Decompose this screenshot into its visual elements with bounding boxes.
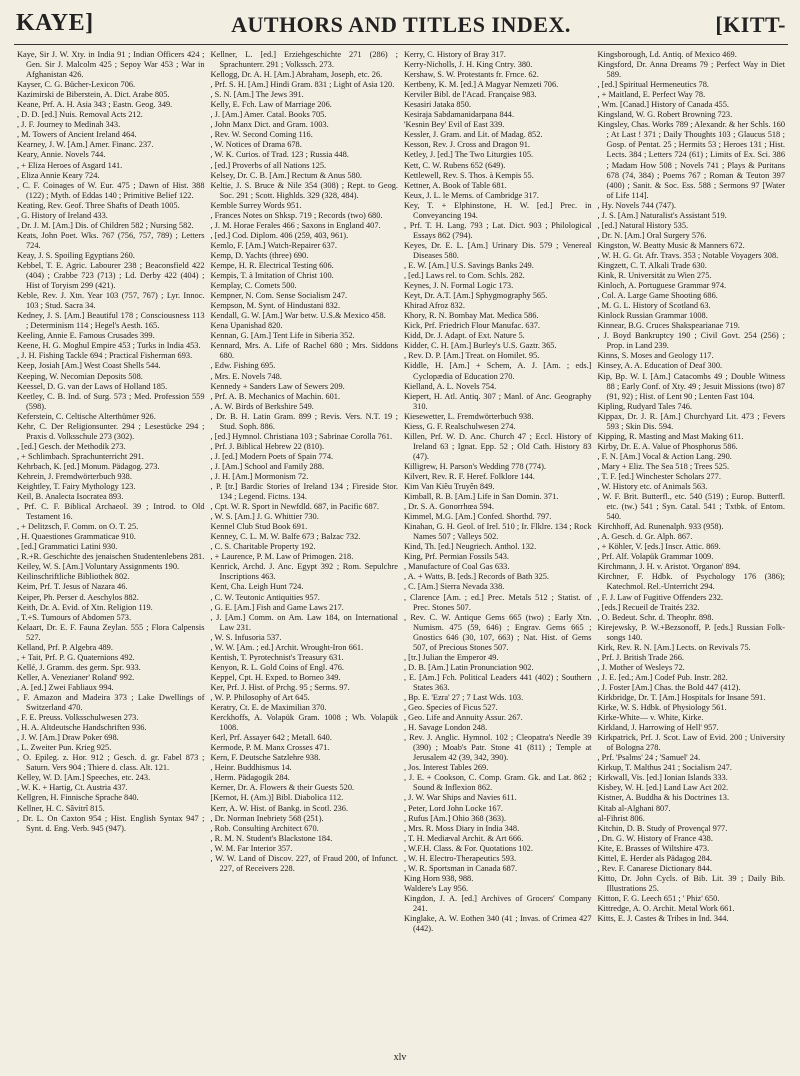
index-entry: Keyes, Dr. E. L. [Am.] Urinary Dis. 579 ; Venereal Diseases 580. — [404, 240, 592, 260]
index-entry: , F. J. Law of Fugitive Offenders 232. — [597, 592, 723, 602]
index-entry: , C. F. Coinages of W. Eur. 475 ; Dawn of Hist. 388 (122) ; Myth. of Eddas 140 ; Primitive Belief 122. — [17, 180, 205, 200]
header-rule — [14, 44, 788, 45]
index-entry: , Bp. E. 'Ezra' 27 ; 7 Last Wds. 103. — [404, 693, 524, 702]
index-entry: Kerviler Bibl. de l'Acad. Française 983. — [404, 90, 537, 100]
index-entry: , O. Epileg. z. Hor. 912 ; Gesch. d. gr. Fabel 873 ; Saturn. Vers 904 ; Thiere d. class. Alt. 121. — [17, 753, 205, 773]
index-column-2 — [208, 50, 402, 1050]
index-entry: Kempson, M. Synt. of Hindustani 832. — [210, 301, 341, 311]
index-entry: Kittredge, A. O. Archit. Metal Work 661. — [597, 903, 735, 913]
index-entry: , Rufus [Am.] Ohio 368 (363). — [404, 813, 506, 823]
index-entry: al-Fihrist 806. — [597, 813, 645, 823]
index-entry: Kinns, S. Moses and Geology 117. — [597, 351, 714, 361]
index-entry: , P. [tr.] Bardic Stories of Ireland 134 ; Fireside Stor. 134 ; Legend. Fictns. 134. — [210, 482, 398, 502]
index-entry: , S. N. [Am.] The Jews 391. — [210, 90, 304, 100]
index-entry: Kingsford, Dr. Anna Dreams 79 ; Perfect Way in Diet 589. — [597, 60, 785, 80]
index-entry: Kermode, P. M. Manx Crosses 471. — [210, 743, 330, 753]
index-entry: Killen, Prf. W. D. Anc. Church 47 ; Eccl. History of Ireland 63 ; Ignat. Epp. 52 ; Old Cath. History 83 (47). — [404, 431, 592, 461]
index-entry: Kingsland, W. G. Robert Browning 723. — [597, 110, 733, 120]
index-entry: Kinsey, A. A. Education of Deaf 300. — [597, 361, 723, 371]
index-entry: , Prf. S. H. [Am.] Hindi Gram. 831 ; Light of Asia 120. — [210, 80, 395, 90]
index-entry: Ker, Prf. J. Hist. of Prchg. 95 ; Serms. 97. — [210, 682, 350, 692]
index-entry: , W. R. Sportsman in Canada 687. — [404, 863, 518, 873]
index-entry: Kingsborough, Ld. Antiq. of Mexico 469. — [597, 50, 737, 59]
index-entry: , J. H. [Am.] Mormonism 72. — [210, 471, 309, 481]
index-entry: Kink, R. Universität zu Wien 275. — [597, 271, 712, 281]
index-entry: , + Laurence, P. M. Law of Primogen. 218. — [210, 552, 354, 562]
index-entry: , J. W. War Ships and Navies 611. — [404, 793, 517, 803]
index-entry: , Dn. G. W. History of France 438. — [597, 833, 713, 843]
index-entry: Kinahan, G. H. Geol. of Irel. 510 ; Ir. Flklre. 134 ; Rock Names 507 ; Valleys 502. — [404, 522, 592, 542]
index-entry: Keferstein, C. Celtische Alterthümer 926. — [17, 411, 156, 421]
index-entry: , W. K. Curios. of Trad. 123 ; Russia 448. — [210, 150, 349, 160]
index-entry: , A. [ed.] Zwei Fabliaux 994. — [17, 682, 114, 692]
index-entry: Kiess, G. F. Realschulwesen 274. — [404, 421, 516, 431]
index-entry: Keating, Rev. Geof. Three Shafts of Death 1005. — [17, 200, 180, 210]
index-entry: Kinglake, A. W. Eothen 340 (41 ; Invas. of Crimea 427 (442). — [404, 914, 592, 934]
index-entry: Kertbeny, K. M. [ed.] A Magyar Nemzeti 706. — [404, 80, 559, 90]
index-entry: Keith, Dr. A. Evid. of Xtn. Religion 119. — [17, 602, 153, 612]
index-entry: Kennard, Mrs. A. Life of Rachel 680 ; Mrs. Siddons 680. — [210, 341, 398, 361]
index-entry: , Rob. Consulting Architect 670. — [210, 823, 319, 833]
index-entry: Kim Van Kiêu Truyên 849. — [404, 482, 495, 492]
index-entry: , + Tait, Prf. P. G. Quaternions 492. — [17, 652, 135, 662]
index-entry: , Rev. J. Anglic. Hymnol. 102 ; Cleopatra's Needle 39 (390) ; Moab's Patr. Stone 41 (811) ; Temple at Jerusalem 42 (39, 342, 390). — [404, 733, 592, 763]
index-entry: Kelland, Prf. P. Algebra 489. — [17, 642, 113, 652]
index-entry: Kiddle, H. [Am.] + Schem, A. J. [Am. ; eds.] Cyclopædia of Education 270. — [404, 361, 592, 381]
index-entry: , J. F. Journey to Medinah 343. — [17, 120, 121, 130]
index-entry: Kirke-White— v. White, Kirke. — [597, 713, 704, 723]
index-entry: Kistner, A. Buddha & his Doctrines 13. — [597, 793, 730, 803]
index-entry: , H. Savage London 248. — [404, 723, 488, 733]
index-entry: , Dr. B. H. Latin Gram. 899 ; Revis. Vers. N.T. 19 ; Stud. Soph. 886. — [210, 411, 398, 431]
index-entry: Keim, Prf. T. Jesus of Nazara 46. — [17, 582, 128, 592]
index-entry: Kitton, F. G. Leech 651 ; ' Phiz' 650. — [597, 893, 720, 903]
index-entry: , W. M. Far Interior 357. — [210, 843, 293, 853]
index-entry: Kelly, E. Fch. Law of Marriage 206. — [210, 100, 332, 110]
index-entry: Kenrick, Archd. J. Anc. Egypt 392 ; Rom. Sepulchre Inscriptions 463. — [210, 562, 398, 582]
index-entry: Kip, Bp. W. I. [Am.] Catacombs 49 ; Double Witness 88 ; Early Conf. of Xty. 49 ; Jesuit Missions (two) 87 (91, 92) ; Hist. of Lent 90 ; Lenten Fast 104. — [597, 371, 785, 401]
index-entry: Kellner, H. C. Sâvitrî 815. — [17, 803, 105, 813]
index-entry: Keble, Rev. J. Xtn. Year 103 (757, 767) ; Lyr. Innoc. 103 ; Stud. Sacra 34. — [17, 291, 205, 311]
index-entry: , [eds.] Recueil de Traités 232. — [597, 602, 700, 612]
index-entry: Kerry-Nicholls, J. H. King Cntry. 380. — [404, 60, 533, 70]
index-entry: Kite, E. Brasses of Wiltshire 473. — [597, 843, 710, 853]
index-entry: , M. Towers of Ancient Ireland 464. — [17, 130, 137, 140]
index-entry: Kirkup, T. Malthus 241 ; Socialism 247. — [597, 763, 732, 773]
index-entry: Keessel, D. G. van der Laws of Holland 185. — [17, 381, 168, 391]
index-entry: Keary, Annie. Novels 744. — [17, 150, 106, 160]
index-entry: , [tr.] Julian the Emperor 49. — [404, 652, 499, 662]
index-entry: , W. H. G. Gt. Afr. Travs. 353 ; Notable Voyagers 308. — [597, 250, 779, 260]
index-entry: , Heinr. Buddhismus 14. — [210, 763, 292, 773]
running-header — [14, 8, 788, 40]
index-entry: , Mrs. R. Moss Diary in India 348. — [404, 823, 520, 833]
index-entry: Kelley, W. D. [Am.] Speeches, etc. 243. — [17, 773, 151, 783]
index-entry: Kiepert, H. Atl. Antiq. 307 ; Manl. of Anc. Geography 310. — [404, 391, 592, 411]
index-entry: , Rev. D. P. [Am.] Treat. on Homilet. 95. — [404, 351, 540, 361]
index-entry: Keiper, Ph. Perser d. Aeschylos 882. — [17, 592, 139, 602]
index-entry: Kind, Th. [ed.] Neugriech. Anthol. 132. — [404, 542, 537, 552]
index-entry: Kingsley, Chas. Works 789 ; Alexandr. & her Schls. 160 ; At Last ! 371 ; Daily Thoughts 103 ; Glaucus 518 ; Gosp. of Pentat. 25 ; Hermits 53 ; Heroes 131 ; Hist. Lects. 384 ; Letters 724 (61) ; Limits of Ex. Sci. 386 ; Madam How 508 ; Novels 741 ; Plays & Puritans 678 (74, 384) ; Poems 767 ; Roman & Teuton 397 (400) ; Sanit. & Soc. Ess. 588 ; Sermons 97 [Water of Life 114]. — [597, 120, 786, 200]
index-entry: , D. D. [ed.] Nuis. Removal Acts 212. — [17, 110, 143, 120]
index-entry: , Col. A. Large Game Shooting 686. — [597, 291, 718, 301]
index-entry: Kehrbach, K. [ed.] Monum. Pädagog. 273. — [17, 461, 160, 471]
index-entry: Kirchhoff, Ad. Runenalph. 933 (958). — [597, 522, 724, 532]
index-entry: , + Eliza Heroes of Asgard 141. — [17, 160, 123, 170]
index-entry: Kirby, Dr. E. A. Value of Phosphorus 586. — [597, 441, 738, 451]
index-entry: Kingdon, J. A. [ed.] Archives of Grocers' Company 241. — [404, 893, 592, 913]
index-entry: Kennel Club Stud Book 691. — [210, 522, 308, 532]
index-entry: Keeping, W. Necomian Deposits 508. — [17, 371, 143, 381]
index-entry: Kitab al-Alghani 807. — [597, 803, 671, 813]
index-entry: Kidder, C. H. [Am.] Burley's U.S. Gaztr. 365. — [404, 341, 557, 351]
index-entry: , J. [Am.] School and Family 288. — [210, 461, 325, 471]
index-entry: Kern, F. Deutsche Satzlehre 938. — [210, 753, 321, 763]
index-entry: , + Maitland, E. Perfect Way 78. — [597, 90, 706, 100]
index-entry: , [ed.] Laws rel. to Com. Schls. 282. — [404, 271, 525, 281]
index-entry: , [ed.] Spiritual Hermeneutics 78. — [597, 80, 709, 90]
index-entry: , J. W. [Am.] Draw Poker 698. — [17, 733, 119, 743]
index-entry: Kempe, H. R. Electrical Testing 606. — [210, 260, 334, 270]
index-entry: , W. History etc. of Animals 563. — [597, 482, 708, 492]
index-entry: , W. W. [Am. ; ed.] Archit. Wrought-Iron 661. — [210, 642, 364, 652]
index-entry: Waldere's Lay 956. — [404, 883, 469, 893]
index-entry: Kingston, W. Beatty Music & Manners 672. — [597, 240, 745, 250]
index-entry: , Rev. F. Canarese Dictionary 844. — [597, 863, 712, 873]
index-column-1 — [14, 50, 208, 1050]
index-entry: Keyt, Dr. A.T. [Am.] Sphygmography 565. — [404, 291, 548, 301]
index-entry: , G. E. [Am.] Fish and Game Laws 217. — [210, 602, 344, 612]
index-entry: , W.F.H. Class. & For. Quotations 102. — [404, 843, 533, 853]
index-entry: Kiesewetter, L. Fremdwörterbuch 938. — [404, 411, 534, 421]
index-entry: Kettlewell, Rev. S. Thos. à Kempis 55. — [404, 170, 534, 180]
index-entry: 'Kesnin Bey' Evil of East 339. — [404, 120, 505, 130]
index-entry: , Prf. 'Psalms' 24 ; 'Samuel' 24. — [597, 753, 701, 763]
index-entry: , W. S. Infusoria 537. — [210, 632, 282, 642]
index-entry: Kehrein, J. Fremdwörterbuch 938. — [17, 471, 132, 481]
index-entry: Kick, Prf. Friedrich Flour Manufac. 637. — [404, 321, 541, 331]
index-entry: Kitts, E. J. Castes & Tribes in Ind. 344. — [597, 914, 729, 924]
index-entry: Kaye, Sir J. W. Xty. in India 91 ; Indian Officers 424 ; Gen. Sir J. Malcolm 425 ; Sepoy War 453 ; War in Afghanistan 426. — [17, 50, 205, 80]
index-entry: , M. G. L. History of Scotland 63. — [597, 301, 711, 311]
index-entry: Kippax, Dr. J. R. [Am.] Churchyard Lit. 473 ; Fevers 593 ; Skin Dis. 594. — [597, 411, 785, 431]
index-entry: , T. H. Mediæval Archit. & Art 666. — [404, 833, 524, 843]
index-entry: Keilinschriftliche Bibliothek 802. — [17, 572, 130, 582]
index-entry: Kirke, W. S. Hdbk. of Physiology 561. — [597, 703, 727, 713]
index-entry: Kirchner, F. Hdbk. of Psychology 176 (386); Katechmol. Rel.-Unterricht 294. — [597, 572, 785, 592]
index-entry: Kemble Surrey Words 951. — [210, 200, 302, 210]
index-entry: Kirejewsky, P. W.+Bezsonoff, P. [eds.] Russian Folk-songs 140. — [597, 622, 785, 642]
index-entry: , [ed.] Gesch. der Methodik 273. — [17, 441, 126, 451]
index-entry: , Prf. J. Biblical Hebrew 22 (810). — [210, 441, 325, 451]
index-entry: , Hy. Novels 744 (747). — [597, 200, 676, 210]
index-entry: , J. [Am.] Comm. on Am. Law 184, on International Law 231. — [210, 612, 398, 632]
index-entry: Kerl, Prf. Assayer 642 ; Metall. 640. — [210, 733, 332, 743]
index-entry: Kearney, J. W. [Am.] Amer. Financ. 237. — [17, 140, 154, 150]
index-entry: Keay, J. S. Spoiling Egyptians 260. — [17, 250, 135, 260]
index-entry: , Rev. W. Second Coming 116. — [210, 130, 313, 140]
index-entry: , H. Quaestiones Grammaticae 910. — [17, 532, 136, 542]
index-entry: Keltie, J. S. Bruce & Nile 354 (308) ; Rept. to Geog. Soc. 291 ; Scott. Highlds. 329 (328, 484). — [210, 180, 398, 200]
index-entry: Kena Upanishad 820. — [210, 321, 283, 331]
index-entry: Kazimirski de Biberstein, A. Dict. Arabe 805. — [17, 90, 170, 100]
index-entry: , R.+R. Geschichte des jenaischen Studentenlebens 281. — [17, 552, 205, 562]
index-entry: Kemp, D. Yachts (three) 690. — [210, 250, 309, 260]
index-entry: Kesasiri Jataka 850. — [404, 100, 471, 110]
index-entry: Kentish, T. Pyrotechnist's Treasury 631. — [210, 652, 344, 662]
index-entry: , Geo. Life and Annuity Assur. 267. — [404, 713, 523, 723]
index-entry: , Edw. Fishing 695. — [210, 361, 276, 371]
index-entry: , F. N. [Am.] Vocal & Action Lang. 290. — [597, 451, 732, 461]
index-entry: [Kernot, H. (Am.)] Bibl. Diabolica 112. — [210, 793, 344, 803]
index-entry: , Dr. L. On Caxton 954 ; Hist. English Syntax 947 ; Synt. d. Eng. Verb. 945 (947). — [17, 813, 205, 833]
index-entry: Keller, A. Venezianer' Roland' 992. — [17, 672, 135, 682]
index-entry: , J. E. + Cookson, C. Comp. Gram. Gk. and Lat. 862 ; Sound & Inflexion 862. — [404, 773, 592, 793]
index-entry: , Eliza Annie Keary 724. — [17, 170, 100, 180]
index-entry: Keats, John Poet. Wks. 767 (756, 757, 789) ; Letters 724. — [17, 230, 205, 250]
index-entry: Kerr, A. W. Hist. of Bankg. in Scotl. 236. — [210, 803, 349, 813]
index-entry: Killigrew, H. Parson's Wedding 778 (774). — [404, 461, 546, 471]
index-entry: Kirkbridge, Dr. T. [Am.] Hospitals for Insane 591. — [597, 693, 766, 702]
index-entry: , C. W. Teutonic Antiquities 957. — [210, 592, 320, 602]
index-entry: Kempner, N. Com. Sense Socialism 247. — [210, 291, 348, 301]
index-entry: , [ed.] Proverbs of all Nations 125. — [210, 160, 327, 170]
index-entry: Kilvert, Rev. R. F. Heref. Folklore 144. — [404, 471, 535, 481]
index-entry: Keppel, Cpt. H. Exped. to Borneo 349. — [210, 672, 341, 682]
index-entry: Kesiraja Sabdamanidarpana 844. — [404, 110, 515, 120]
index-entry: , Prf. T. H. Lang. 793 ; Lat. Dict. 903 ; Philological Essays 862 (794). — [404, 220, 592, 240]
index-entry: Kitchin, D. B. Study of Provençal 977. — [597, 823, 728, 833]
index-entry: Kingzett, C. T. Alkali Trade 630. — [597, 260, 707, 270]
index-entry: Keux, J. L. le Mems. of Cambridge 317. — [404, 190, 539, 200]
index-entry: , Dr. Norman Inebriety 568 (251). — [210, 813, 324, 823]
index-entry: Kerckhoffs, A. Volapük Gram. 1008 ; Wb. Volapük 1008. — [210, 713, 398, 733]
index-entry: Kesson, Rev. J. Cross and Dragon 91. — [404, 140, 530, 150]
index-entry: , Prf. C. F. Biblical Archaeol. 39 ; Introd. to Old Testament 16. — [17, 502, 205, 522]
index-entry: Kelaart, Dr. E. F. Fauna Zeylan. 555 ; Flora Calpensis 527. — [17, 622, 205, 642]
index-entry: , Frances Notes on Shksp. 719 ; Records (two) 680. — [210, 210, 383, 220]
index-entry: Keratry, Ct. E. de Maximilian 370. — [210, 703, 327, 713]
index-entry: , D. B. [Am.] Latin Pronunciation 902. — [404, 662, 534, 672]
index-entry: , + Köhler, V. [eds.] Inscr. Attic. 869. — [597, 542, 721, 552]
index-entry: Kimball, R. B. [Am.] Life in San Domin. 371. — [404, 492, 559, 502]
index-entry: , [ed.] Grammatici Latini 930. — [17, 542, 118, 552]
index-entry: Kayser, C. G. Bücher-Lexicon 706. — [17, 80, 136, 90]
index-entry: , [ed.] Hymnol. Christiana 103 ; Sabrinae Corolla 761. — [210, 431, 393, 441]
index-entry: Kennan, G. [Am.] Tent Life in Siberia 352. — [210, 331, 355, 341]
index-entry: , W. P. Philosophy of Art 645. — [210, 693, 310, 702]
index-entry: , A. Gesch. d. Gr. Alph. 867. — [597, 532, 693, 542]
index-entry: , J. [Am.] Amer. Catal. Books 705. — [210, 110, 327, 120]
index-entry: Kinnear, B.G. Cruces Shakspearianae 719. — [597, 321, 740, 331]
index-entry: , + Schlimbach. Sprachunterricht 291. — [17, 451, 144, 461]
index-entry: Kisbey, W. H. [ed.] Land Law Act 202. — [597, 783, 729, 793]
index-entry: Kinlock Russian Grammar 1008. — [597, 311, 708, 321]
index-entry: , Jos. Interest Tables 269. — [404, 763, 489, 773]
index-entry: Kinloch, A. Portuguese Grammar 974. — [597, 281, 727, 291]
index-entry: , W. F. Brit. Butterfl., etc. 540 (519) ; Europ. Butterfl. etc. (tw.) 541 ; Syn. Catal. 541 ; Txtbk. of Entom. 540. — [597, 492, 785, 522]
index-entry: Kipping, R. Masting and Mast Making 611. — [597, 431, 744, 441]
index-entry: Keil, B. Analecta Isocratea 893. — [17, 492, 124, 502]
index-entry: Kebbel, T. E. Agric. Labourer 238 ; Beaconsfield 422 (404) ; Crabbe 723 (713) ; Ld. Derby 422 (404) ; Hist of Toryism 299 (421). — [17, 260, 205, 291]
index-entry: Keetley, C. B. Ind. of Surg. 573 ; Med. Profession 559 (598). — [17, 391, 205, 411]
index-entry: , Mrs. E. Novels 748. — [210, 371, 282, 381]
index-entry: Khirad Afroz 832. — [404, 301, 465, 311]
index-entry: Kehr, C. Der Religionsunter. 294 ; Lesestücke 294 ; Praxis d. Volksschule 273 (302). — [17, 421, 205, 441]
index-entry: , Mary + Eliz. The Sea 518 ; Trees 525. — [597, 461, 730, 471]
index-entry: Kerner, Dr. A. Flowers & their Guests 520. — [210, 783, 355, 793]
index-entry: Keeling, Annie E. Famous Crusades 399. — [17, 331, 155, 341]
index-entry: , Cpt. W. R. Sport in Newfdld. 687, in Pacific 687. — [210, 502, 379, 512]
index-entry: Kimmel, M.G. [Am.] Confed. Shorthd. 797. — [404, 512, 552, 522]
index-entry: Keep, Josiah [Am.] West Coast Shells 544. — [17, 361, 161, 371]
index-entry: Kemlo, F. [Am.] Watch-Repairer 637. — [210, 240, 337, 250]
index-entry: Kenyon, R. L. Gold Coins of Engl. 476. — [210, 662, 344, 672]
index-entry: , F. Amazon and Madeira 373 ; Lake Dwellings of Switzerland 470. — [17, 693, 205, 713]
index-column-4 — [595, 50, 789, 1050]
index-entry: , Wm. [Canad.] History of Canada 455. — [597, 100, 729, 110]
index-entry: Keiley, W. S. [Am.] Voluntary Assignments 190. — [17, 562, 180, 572]
index-entry: , Prf. J. British Trade 266. — [597, 652, 684, 662]
header-title: AUTHORS AND TITLES INDEX. — [231, 12, 571, 37]
index-entry: , H. A. Altdeutsche Handschriften 936. — [17, 723, 147, 733]
index-entry: , R. M. N. Student's Blackstone 184. — [210, 833, 333, 843]
index-entry: , E. [Am.] Fch. Political Leaders 441 (402) ; Southern States 363. — [404, 672, 592, 692]
index-columns — [14, 50, 788, 1050]
index-entry: Kellner, L. [ed.] Erziehgeschichte 271 (286) ; Sprachunterr. 291 ; Volkssch. 273. — [210, 50, 398, 70]
index-entry: Keene, H. G. Moghul Empire 453 ; Turks in India 453. — [17, 341, 201, 351]
index-entry: Kellé, J. Gramm. des germ. Spr. 933. — [17, 662, 141, 672]
index-entry: Key, T. + Elphinstone, H. W. [ed.] Prec. in Conveyancing 194. — [404, 200, 592, 220]
index-entry: Kershaw, S. W. Protestants fr. Frnce. 62. — [404, 70, 539, 80]
index-entry: Kessler, J. Gram. and Lit. of Madag. 852. — [404, 130, 543, 140]
index-entry: , Dr. N. [Am.] Oral Surgery 576. — [597, 230, 707, 240]
index-entry: Keynes, J. N. Formal Logic 173. — [404, 281, 514, 291]
index-entry: , W. H. Electro-Therapeutics 593. — [404, 853, 517, 863]
index-entry: , J. Boyd Bankruptcy 190 ; Civil Govt. 254 (256) ; Prop. in Land 239. — [597, 331, 785, 351]
index-entry: Keane, Prf. A. H. Asia 343 ; Eastn. Geog. 349. — [17, 100, 173, 110]
index-entry: , [ed.] Cod. Diplom. 406 (259, 403, 961). — [210, 230, 349, 240]
index-entry: Kent, Cha. Leigh Hunt 724. — [210, 582, 304, 592]
index-entry: Kennedy + Sanders Law of Sewers 209. — [210, 381, 345, 391]
index-entry: , C. [Am.] Sierra Nevada 338. — [404, 582, 505, 592]
index-entry: , F. E. Preuss. Volksschulwesen 273. — [17, 713, 139, 723]
index-entry: Kelsey, Dr. C. B. [Am.] Rectum & Anus 580. — [210, 170, 362, 180]
index-entry: , Dr. J. M. [Am.] Dis. of Children 582 ; Nursing 582. — [17, 220, 194, 230]
index-entry: , W. W. Land of Discov. 227, of Fraud 200, of Infunct. 227, of Receivers 228. — [210, 853, 398, 873]
index-entry: , [ed.] Natural History 535. — [597, 220, 689, 230]
index-entry: , A. W. Birds of Berkshire 549. — [210, 401, 314, 411]
index-entry: King, Prf. Permian Fossils 543. — [404, 552, 509, 562]
index-entry: , Geo. Species of Ficus 527. — [404, 703, 498, 713]
index-entry: , W. Notices of Drama 678. — [210, 140, 302, 150]
index-entry: , J. H. Fishing Tackle 694 ; Practical Fisherman 693. — [17, 351, 193, 361]
index-entry: , J. [ed.] Modern Poets of Spain 774. — [210, 451, 334, 461]
index-entry: , W. K. + Hartig, Ct. Austria 437. — [17, 783, 128, 793]
index-entry: Kerry, C. History of Bray 317. — [404, 50, 506, 59]
index-entry: Kett, C. W. Rubens 652 (649). — [404, 160, 506, 170]
index-entry: , G. History of Ireland 433. — [17, 210, 108, 220]
index-entry: Kirchmann, J. H. v. Aristot. 'Organon' 894. — [597, 562, 741, 572]
index-entry: King Horn 938, 988. — [404, 873, 474, 883]
index-entry: Keightley, T. Fairy Mythology 123. — [17, 482, 136, 492]
index-entry: , Rev. C. W. Antique Gems 665 (two) ; Early Xtn. Numism. 475 (59, 646) ; Engrav. Gems 665 ; Gnostics 646 (30, 107, 663) ; Nat. Hist. of Gems 507, of Precious Stones 507. — [404, 612, 592, 652]
index-entry: , E. W. [Am.] U.S. Savings Banks 249. — [404, 260, 534, 270]
index-entry: , T. F. [ed.] Winchester Scholars 277. — [597, 471, 721, 481]
index-entry: , Clarence [Am. ; ed.] Prec. Metals 512 ; Statist. of Prec. Stones 507. — [404, 592, 592, 612]
index-entry: , John Manx Dict. and Gram. 1003. — [210, 120, 329, 130]
index-entry: Kellogg, Dr. A. H. [Am.] Abraham, Joseph, etc. 26. — [210, 70, 383, 80]
index-column-3 — [401, 50, 595, 1050]
index-entry: , W. S. [Am.] J. G. Whittier 730. — [210, 512, 319, 522]
page-number: xlv — [393, 1052, 407, 1063]
index-entry: Kettner, A. Book of Table 681. — [404, 180, 507, 190]
index-entry: Kidd, Dr. J. Adapt. of Ext. Nature 5. — [404, 331, 525, 341]
index-entry: Kipling, Rudyard Tales 746. — [597, 401, 693, 411]
index-entry: Kitto, Dr. John Cycls. of Bib. Lit. 39 ; Daily Bib. Illustrations 25. — [597, 873, 785, 893]
index-entry: Kirkland, J. Harrowing of Hell' 957. — [597, 723, 719, 733]
index-entry: Kirkpatrick, Prf. J. Scot. Law of Evid. 200 ; University of Bologna 278. — [597, 733, 785, 753]
index-entry: Kirk, Rev. R. N. [Am.] Lects. on Revivals 75. — [597, 642, 751, 652]
index-entry: Ketley, J. [ed.] The Two Liturgies 105. — [404, 150, 534, 160]
index-entry: , T.+S. Tumours of Abdomen 573. — [17, 612, 132, 622]
index-entry: , O. Bedeut. Schr. d. Theophr. 898. — [597, 612, 714, 622]
index-entry: Kemplay, C. Comets 500. — [210, 281, 297, 291]
header-right: [KITT- — [715, 12, 786, 37]
index-entry: , L. Zweiter Pun. Krieg 925. — [17, 743, 112, 753]
index-entry: , Manufacture of Coal Gas 633. — [404, 562, 510, 572]
index-entry: , J. E. [ed.; Am.] Codef Pub. Instr. 282. — [597, 672, 728, 682]
index-entry: Kenney, C. L. M. W. Balfe 673 ; Balzac 732. — [210, 532, 361, 542]
index-entry: , Peter, Lord John Locke 167. — [404, 803, 503, 813]
index-entry: , Prf. Alf. Volapük Grammar 1009. — [597, 552, 714, 562]
index-entry: , J. Foster [Am.] Chas. the Bold 447 (412). — [597, 682, 741, 692]
index-entry: , J. S. [Am.] Naturalist's Assistant 519. — [597, 210, 727, 220]
index-entry: Kempis, T. à Imitation of Christ 100. — [210, 271, 334, 281]
index-entry: , Dr. S. A. Gonorrhœa 594. — [404, 502, 494, 512]
index-entry: , Prf. A. B. Mechanics of Machin. 601. — [210, 391, 341, 401]
index-entry: Kirkwall, Vis. [ed.] Ionian Islands 333. — [597, 773, 728, 783]
index-entry: , J. M. Horae Ferales 466 ; Saxons in England 407. — [210, 220, 381, 230]
index-entry: Kellgren, H. Finnische Sprache 840. — [17, 793, 139, 803]
header-left: KAYE] — [16, 10, 94, 36]
index-entry: Kedney, J. S. [Am.] Beautiful 178 ; Consciousness 113 ; Determinism 114 ; Hegel's Aesth. 165. — [17, 311, 205, 331]
index-entry: , + Delitzsch, F. Comm. on O. T. 25. — [17, 522, 139, 532]
index-entry: , C. S. Charitable Property 192. — [210, 542, 316, 552]
index-entry: Kittel, E. Herder als Pädagog 284. — [597, 853, 712, 863]
index-entry: , J. Mother of Wesleys 72. — [597, 662, 685, 672]
index-entry: , Herm. Pädagogik 284. — [210, 773, 290, 783]
index-entry: , A. + Watts, B. [eds.] Records of Bath 325. — [404, 572, 550, 582]
index-entry: Khory, R. N. Bombay Mat. Medica 586. — [404, 311, 539, 321]
index-entry: Kielland, A. L. Novels 754. — [404, 381, 497, 391]
index-entry: Kendall, G. W. [Am.] War betw. U.S.& Mexico 458. — [210, 311, 386, 321]
